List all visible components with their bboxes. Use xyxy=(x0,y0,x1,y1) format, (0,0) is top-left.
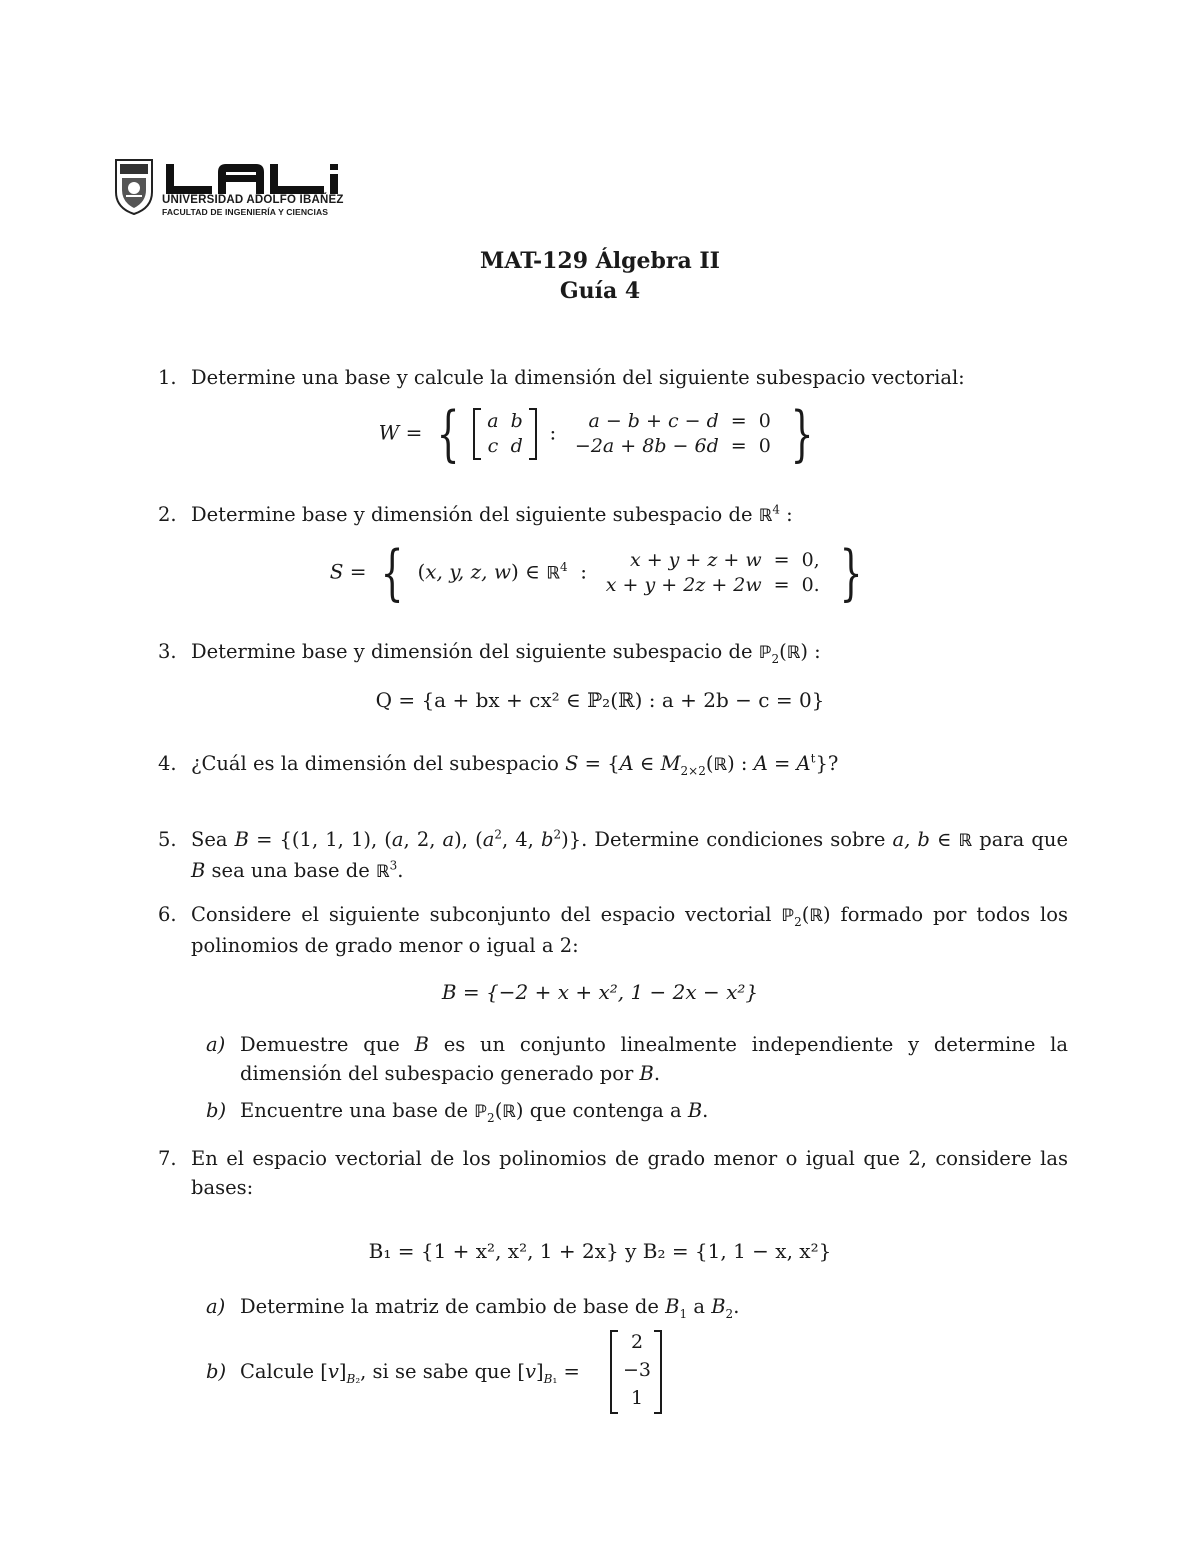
problem-7b: b) Calcule $[v]_{B_2}$, si se sabe que $[v]_{B_1}$ = 2 −3 1 xyxy=(206,1328,1068,1418)
university-logo xyxy=(112,158,342,220)
faculty-name: FACULTAD DE INGENIERÍA Y CIENCIAS xyxy=(162,207,329,217)
system-s: x + y + z + w = 0, x + y + 2z + 2w = 0. xyxy=(605,549,820,596)
crest-icon xyxy=(112,158,156,216)
problem-1 xyxy=(158,363,1068,393)
institution-name: UNIVERSIDAD ADOLFO IBÁÑEZ xyxy=(162,194,344,206)
equation-s: S = { (x, y, z, w) ∈ ℝ$^4$ : x + y + z + w = 0, x + y + 2z + 2w = 0. } xyxy=(329,538,863,608)
course-title: MAT-129 Álgebra II xyxy=(480,248,720,274)
system-w: a − b + c − d = 0 −2a + 8b − 6d = 0 xyxy=(574,410,771,457)
problem-7: 7. En el espacio vectorial de los polinomios de grado menor o igual que 2, considere las bases: xyxy=(158,1147,1068,1199)
equation-w: W = { a b c d : a − b + c − d = 0 −2a + 8b − 6d = 0 } xyxy=(378,399,814,469)
equation-b-set: B = {−2 + x + x², 1 − 2x − x²} xyxy=(441,980,759,1004)
problem-7a: a) Determine la matriz de cambio de base de $B_1$ a $B_2$. xyxy=(206,1295,740,1321)
problem-5: 5. Sea B = {(1, 1, 1), (a, 2, a), ($a^2$, 4, $b^2$)}. Determine condiciones sobre a, b ∈ ℝ para que B sea una base de ℝ$^3$. xyxy=(158,827,1068,882)
problem-number: 1. xyxy=(158,366,177,389)
problem-2: 2. Determine base y dimensión del siguiente subespacio de ℝ$^4$ : xyxy=(158,502,793,526)
uai-mark-icon xyxy=(164,162,342,196)
guide-title: Guía 4 xyxy=(559,278,641,304)
problem-text: Determine una base y calcule la dimensión del siguiente subespacio vectorial: xyxy=(191,366,965,389)
problem-4: 4. ¿Cuál es la dimensión del subespacio S = {A ∈ $M_{2\times 2}(ℝ)$ : $A = A^t$}? xyxy=(158,751,839,778)
problem-6a: a) Demuestre que B es un conjunto linealmente independiente y determine la dimensión del subespacio generado por B. xyxy=(206,1033,1069,1085)
equation-bases: B₁ = {1 + x², x², 1 + 2x} y B₂ = {1, 1 − x, x²} xyxy=(368,1239,832,1263)
problem-6: 6. Considere el siguiente subconjunto del espacio vectorial ℙ$_2$(ℝ) formado por todos los polinomios de grado menor o igual a 2: xyxy=(158,903,1068,957)
problem-6b: b) Encuentre una base de ℙ$_2$(ℝ) que contenga a B. xyxy=(206,1099,709,1125)
problem-3: 3. Determine base y dimensión del siguiente subespacio de ℙ$_2$(ℝ) : xyxy=(158,640,821,666)
equation-q: Q = {a + bx + cx² ∈ ℙ₂(ℝ) : a + 2b − c = 0} xyxy=(375,688,825,712)
matrix-w: a b c d xyxy=(487,410,523,457)
